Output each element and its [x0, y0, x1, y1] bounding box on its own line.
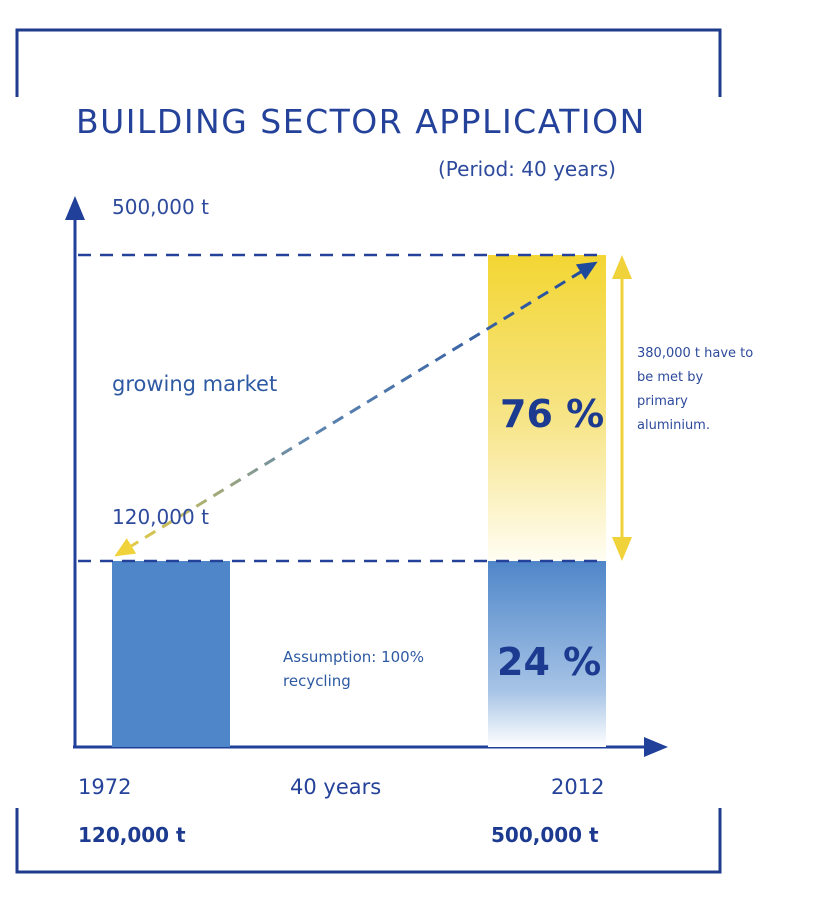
primary-gap-arrow-head-top	[612, 255, 632, 279]
chart-title: BUILDING SECTOR APPLICATION	[76, 102, 646, 141]
primary-gap-annotation: 380,000 t have to be met by primary aluminium.	[637, 346, 754, 433]
total-1972: 120,000 t	[78, 823, 186, 847]
y-axis-arrowhead	[65, 196, 85, 220]
bar-1972-recycled	[112, 561, 230, 747]
assumption-annotation: Assumption: 100% recycling	[283, 648, 424, 690]
x-tick-1972: 1972	[78, 775, 132, 799]
x-axis-arrowhead	[644, 737, 668, 757]
y-label-120000: 120,000 t	[112, 505, 209, 529]
total-2012: 500,000 t	[491, 823, 599, 847]
growth-arrow-head-bottom	[114, 538, 136, 556]
recycled-share-label: 24 %	[497, 640, 602, 684]
y-label-500000: 500,000 t	[112, 195, 209, 219]
x-span-label: 40 years	[290, 775, 382, 799]
primary-gap-arrow-head-bottom	[612, 537, 632, 561]
chart-subtitle: (Period: 40 years)	[438, 157, 616, 181]
frame-top-bracket	[17, 30, 720, 97]
primary-share-label: 76 %	[500, 392, 605, 436]
x-tick-2012: 2012	[551, 775, 605, 799]
growing-market-annotation: growing market	[112, 372, 278, 396]
